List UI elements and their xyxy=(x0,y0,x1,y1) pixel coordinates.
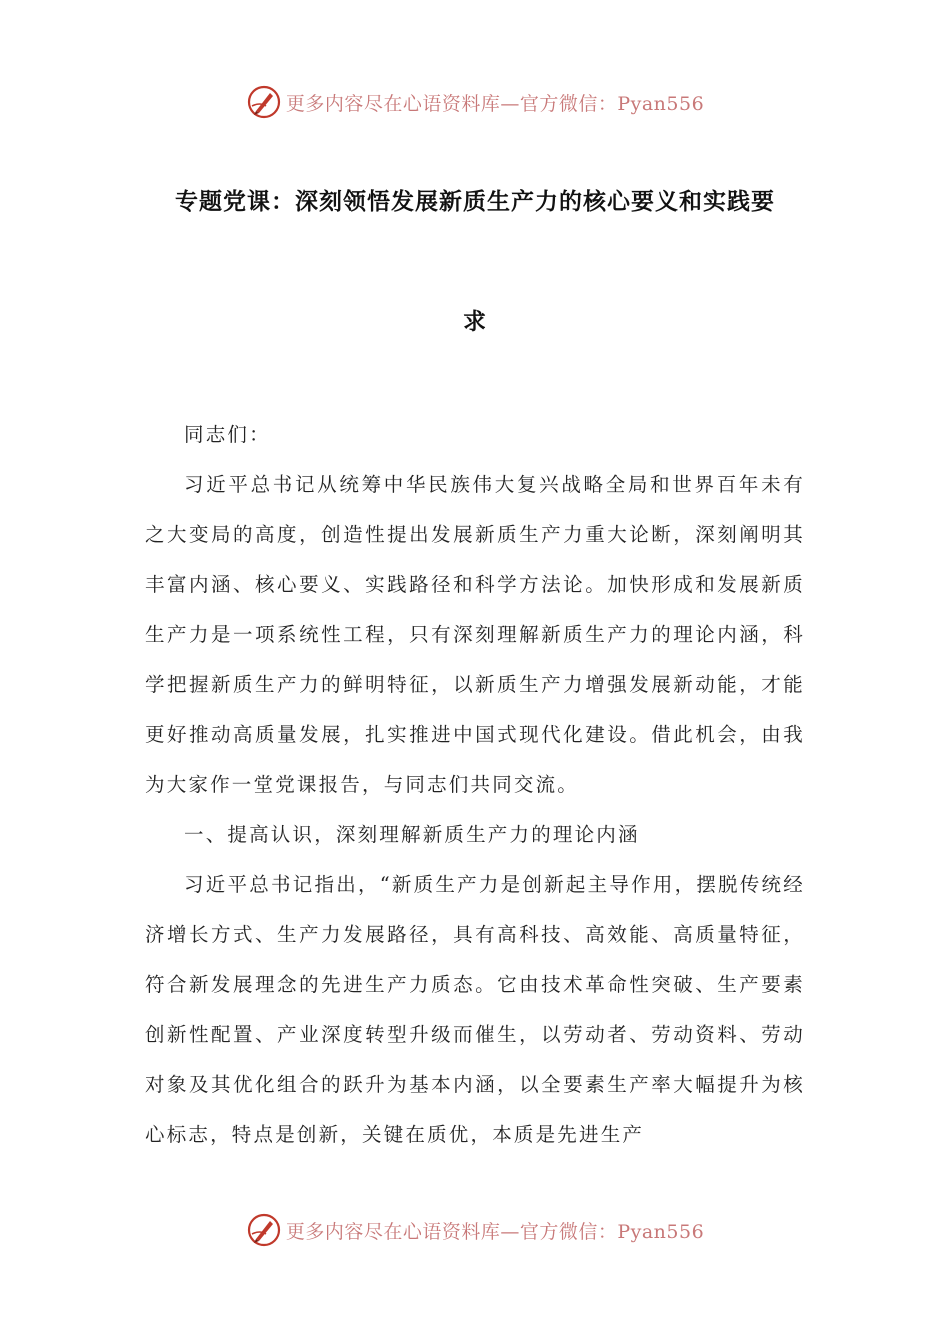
footer-watermark-text: 更多内容尽在心语资料库—官方微信：Pyan556 xyxy=(285,1220,705,1243)
body-paragraph: 习近平总书记指出，“新质生产力是创新起主导作用，摆脱传统经济增长方式、生产力发展路径，具有高科技、高效能、高质量特征，符合新发展理念的先进生产力质态。它由技术革命性突破、生产要素创新性配置、产业深度转型升级而催生，以劳动者、劳动资料、劳动对象及其优化组合的跃升为基本内涵，以全要素生产率大幅提升为核心标志，特点是创新，关键在质优，本质是先进生产 xyxy=(145,873,805,1146)
document-title-line-1: 专题党课：深刻领悟发展新质生产力的核心要义和实践要 xyxy=(175,189,775,215)
document-title-line-2: 求 xyxy=(463,309,487,335)
body-paragraph: 习近平总书记从统筹中华民族伟大复兴战略全局和世界百年未有之大变局的高度，创造性提出发展新质生产力重大论断，深刻阐明其丰富内涵、核心要义、实践路径和科学方法论。加快形成和发展新质生产力是一项系统性工程，只有深刻理解新质生产力的理论内涵，科学把握新质生产力的鲜明特征，以新质生产力增强发展新动能，才能更好推动高质量发展，扎实推进中国式现代化建设。借此机会，由我为大家作一堂党课报告，与同志们共同交流。 xyxy=(145,473,805,796)
salutation: 同志们： xyxy=(184,423,271,446)
header-watermark-text: 更多内容尽在心语资料库—官方微信：Pyan556 xyxy=(285,92,705,115)
header-watermark-banner xyxy=(0,82,950,122)
document-body xyxy=(145,410,805,1160)
quill-pen-logo-icon xyxy=(246,1212,282,1248)
section-heading: 一、提高认识，深刻理解新质生产力的理论内涵 xyxy=(184,823,640,846)
footer-watermark-banner xyxy=(0,1210,950,1250)
quill-pen-logo-icon xyxy=(246,84,282,120)
